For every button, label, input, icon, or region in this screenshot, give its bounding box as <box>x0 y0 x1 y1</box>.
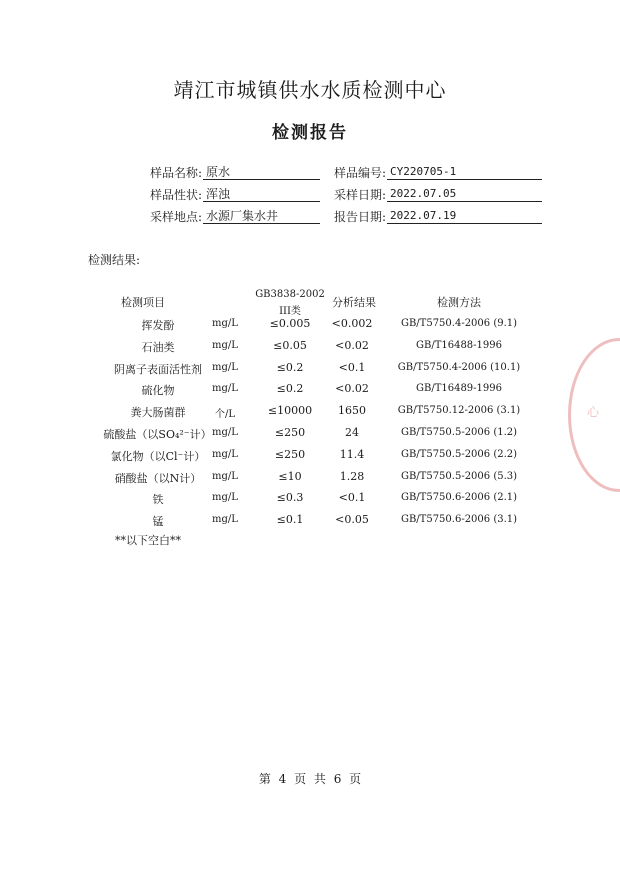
row-method: GB/T5750.5-2006 (5.3) <box>400 471 518 482</box>
row-limit: ≤10000 <box>267 404 313 417</box>
header-result: 分析结果 <box>332 296 376 309</box>
row-limit: ≤250 <box>274 426 306 439</box>
row-unit: mg/L <box>212 492 238 503</box>
sample-number-label: 样品编号: <box>333 166 386 180</box>
row-method: GB/T5750.5-2006 (2.2) <box>400 449 518 460</box>
row-item: 硫酸盐（以SO₄²⁻计） <box>103 428 212 441</box>
row-limit: ≤0.3 <box>276 491 304 504</box>
row-method: GB/T5750.4-2006 (9.1) <box>400 318 518 329</box>
row-unit: mg/L <box>212 514 238 525</box>
sample-name-label: 样品名称: <box>149 166 202 180</box>
row-limit: ≤10 <box>278 470 302 483</box>
row-result: <0.02 <box>335 339 369 352</box>
row-result: <0.02 <box>335 382 369 395</box>
sample-name-value: 原水 <box>203 164 320 180</box>
row-result: <0.1 <box>338 361 366 374</box>
row-item: 铁 <box>152 493 164 506</box>
header-standard-line2: III类 <box>279 306 301 317</box>
header-standard-line1: GB3838-2002 <box>255 289 325 300</box>
report-date-label: 报告日期: <box>333 210 386 224</box>
header-item: 检测项目 <box>121 296 165 309</box>
row-item: 氯化物（以Cl⁻计） <box>110 450 206 463</box>
row-unit: mg/L <box>212 449 238 460</box>
row-method: GB/T5750.12-2006 (3.1) <box>397 405 521 416</box>
row-method: GB/T5750.5-2006 (1.2) <box>400 427 518 438</box>
sample-number-value: CY220705-1 <box>387 164 542 180</box>
sample-date-label: 采样日期: <box>333 188 386 202</box>
row-limit: ≤0.1 <box>276 513 304 526</box>
sample-location-label: 采样地点: <box>149 210 202 224</box>
sample-date-value: 2022.07.05 <box>387 186 542 202</box>
row-limit: ≤0.005 <box>269 317 311 330</box>
row-unit: mg/L <box>212 471 238 482</box>
row-limit: ≤250 <box>274 448 306 461</box>
row-result: 24 <box>345 426 359 439</box>
row-limit: ≤0.05 <box>273 339 307 352</box>
sample-state-label: 样品性状: <box>149 188 202 202</box>
stamp-text: 心 <box>587 405 600 419</box>
row-method: GB/T5750.6-2006 (3.1) <box>400 514 518 525</box>
seal-stamp-icon <box>568 338 620 492</box>
row-result: <0.1 <box>338 491 366 504</box>
row-result: 11.4 <box>339 448 365 461</box>
header-method: 检测方法 <box>437 296 481 309</box>
row-limit: ≤0.2 <box>276 361 304 374</box>
organization-title: 靖江市城镇供水水质检测中心 <box>173 78 447 102</box>
sample-location-value: 水源厂集水井 <box>203 208 320 224</box>
row-unit: mg/L <box>212 340 238 351</box>
row-unit: mg/L <box>212 318 238 329</box>
report-date-value: 2022.07.19 <box>387 208 542 224</box>
row-unit: mg/L <box>212 383 238 394</box>
row-item: 挥发酚 <box>141 319 175 332</box>
row-result: <0.002 <box>331 317 373 330</box>
row-method: GB/T5750.6-2006 (2.1) <box>400 492 518 503</box>
report-title: 检测报告 <box>272 123 348 143</box>
row-method: GB/T5750.4-2006 (10.1) <box>397 362 521 373</box>
row-item: 阴离子表面活性剂 <box>114 363 202 376</box>
results-section-label: 检测结果: <box>88 253 141 267</box>
row-result: 1.28 <box>339 470 365 483</box>
row-unit: 个/L <box>214 409 235 420</box>
row-unit: mg/L <box>212 427 238 438</box>
page-number: 第 4 页 共 6 页 <box>258 772 362 786</box>
end-of-data-note: **以下空白** <box>115 534 181 547</box>
row-result: 1650 <box>338 404 366 417</box>
row-item: 硫化物 <box>141 384 175 397</box>
row-item: 锰 <box>152 515 164 528</box>
row-method: GB/T16489-1996 <box>415 383 502 394</box>
row-unit: mg/L <box>212 362 238 373</box>
row-result: <0.05 <box>335 513 369 526</box>
row-limit: ≤0.2 <box>276 382 304 395</box>
sample-state-value: 浑浊 <box>203 186 320 202</box>
row-item: 粪大肠菌群 <box>130 406 186 419</box>
row-item: 石油类 <box>141 341 175 354</box>
row-item: 硝酸盐（以N计） <box>114 472 202 485</box>
row-method: GB/T16488-1996 <box>415 340 502 351</box>
